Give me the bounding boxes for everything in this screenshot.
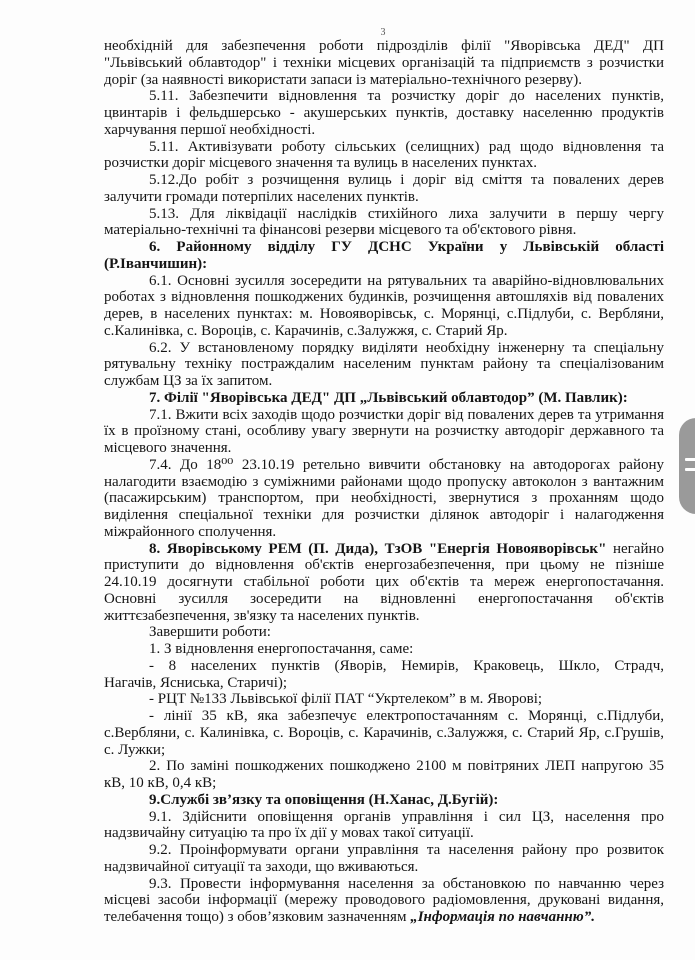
text-line <box>104 340 664 357</box>
text: - 8 населених пунктів (Яворів, Немирів, Краковець, Шкло, Страдч, <box>149 657 664 674</box>
text-line <box>104 390 664 407</box>
text: цвинтарів і фельдшерсько - акушерських пунктів, доставку населенню продуктів <box>104 105 664 121</box>
text-line <box>104 892 664 909</box>
text: 24.10.19 досягнути стабільної роботи цих об'єктів та мереж енергопостачання. <box>104 574 664 590</box>
paragraph <box>104 641 664 658</box>
text-line <box>104 557 664 574</box>
text: рятувальну техніку постраждалим населеним пунктам району та спеціалізованим <box>104 356 664 373</box>
text-line <box>104 859 664 876</box>
text: 6.1. Основні зусилля зосередити на рятувальних та аварійно-відновлювальних <box>149 272 664 289</box>
text: 9.1. Здійснити оповіщення органів управління і сил ЦЗ, населення про <box>149 808 664 825</box>
text: матеріально-технічні та фінансові резерви місцевого та об'єктового рівня. <box>104 222 577 239</box>
text: 5.12.До робіт з розчищення вулиць і доріг від сміття та повалених дерев <box>149 172 664 188</box>
paragraph <box>104 792 664 809</box>
text: негайно <box>606 540 664 557</box>
text: надзвичайну ситуацію та про їх дії у мовах такої ситуації. <box>104 825 474 842</box>
text: харчування першої необхідності. <box>104 121 316 138</box>
text: службам ЦЗ за їх запитом. <box>104 373 273 389</box>
text-line <box>104 323 664 340</box>
text: місцеві засоби інформації (мережу проводового радіомовлення, друковані видання, <box>104 892 664 909</box>
text-line <box>104 256 664 273</box>
text-line <box>104 658 664 675</box>
text-line <box>104 72 664 89</box>
text-line <box>104 809 664 826</box>
text: - лінії 35 кВ, яка забезпечує електропостачанням с. Морянці, с.Підлуби, <box>149 708 664 724</box>
text-line <box>104 155 664 172</box>
bold-text: 8. Яворівському РЕМ (П. Дида), ТзОВ "Енергія Новояворівськ" <box>149 540 607 557</box>
text-line <box>104 239 664 256</box>
text: с.Калинівка, с. Вороців, с. Карачинів, с.Залужжя, с. Старий Яр. <box>104 322 508 339</box>
bold-text: 9.Службі зв’язку та оповіщення (Н.Ханас, Д.Бугій): <box>149 791 499 808</box>
scroll-handle[interactable] <box>679 418 695 514</box>
text: кВ, 10 кВ, 0,4 кВ; <box>104 775 217 791</box>
text: "Львівський облавтодор" і техніки місцевих організацій та підприємств з розчистки <box>104 54 664 71</box>
paragraph <box>104 691 664 708</box>
text-line <box>104 423 664 440</box>
text-line <box>104 273 664 290</box>
text: 7.4. До 18⁰⁰ 23.10.19 ретельно вивчити обстановку на автодорогах району <box>149 456 664 473</box>
text-line <box>104 524 664 541</box>
text-line <box>104 909 664 926</box>
text-line <box>104 222 664 239</box>
text: 1. З відновлення енергопостачання, саме: <box>149 641 414 657</box>
text: с.Вербляни, с. Калинівка, с. Вороців, с. Карачинів, с.Залужжя, с. Старий Яр, с.Грушів, <box>104 724 664 741</box>
text-line <box>104 189 664 206</box>
page-number: 3 <box>380 27 386 38</box>
text: виділення спеціальної техніки для розчистки ділянок автодоріг і налагодження <box>104 507 664 523</box>
paragraph <box>104 407 664 457</box>
text-line <box>104 440 664 457</box>
paragraph <box>104 340 664 390</box>
text-line <box>104 356 664 373</box>
document-body <box>104 38 664 926</box>
paragraph <box>104 842 664 876</box>
drag-lines-icon <box>685 468 695 471</box>
text-line <box>104 825 664 842</box>
text: 5.13. Для ліквідації наслідків стихійного лиха залучити в першу чергу <box>149 205 664 222</box>
text-line <box>104 775 664 792</box>
text-line <box>104 122 664 139</box>
text-line <box>104 507 664 524</box>
text-line <box>104 407 664 424</box>
text: Завершити роботи: <box>149 624 271 641</box>
paragraph <box>104 809 664 843</box>
text: роботах з відновлення пошкоджених будинків, розчищення автошляхів від повалених <box>104 289 664 306</box>
paragraph <box>104 139 664 173</box>
text: дерев, в населених пунктах: м. Новояворівськ, с. Морянці, с.Підлуби, с. Вербляни, <box>104 306 664 322</box>
text: життєзабезпечення, зв'язку та населених пунктів. <box>104 607 420 624</box>
text: необхідній для забезпечення роботи підрозділів філії "Яворівська ДЕД" ДП <box>104 38 664 54</box>
paragraph <box>104 457 664 541</box>
text-line <box>104 624 664 641</box>
text-line <box>104 172 664 189</box>
paragraph <box>104 38 664 88</box>
text-line <box>104 88 664 105</box>
text: надзвичайної ситуації та заходи, що вживаються. <box>104 858 419 875</box>
text-line <box>104 742 664 759</box>
paragraph <box>104 206 664 240</box>
text: 9.2. Проінформувати органи управління та населення району про розвиток <box>149 842 664 858</box>
text-line <box>104 38 664 55</box>
text: (пасажирським) транспортом, при необхідності, звернутися з проханням щодо <box>104 490 664 507</box>
text-line <box>104 474 664 491</box>
paragraph <box>104 658 664 692</box>
text-line <box>104 591 664 608</box>
text: приступити до відновлення об'єктів енергозабезпечення, при цьому не пізніше <box>104 557 664 574</box>
text-line <box>104 105 664 122</box>
text-line <box>104 541 664 558</box>
text-line <box>104 490 664 507</box>
text: с. Лужки; <box>104 741 166 758</box>
text: 6.2. У встановленому порядку виділяти необхідну інженерну та спеціальну <box>149 339 664 356</box>
paragraph <box>104 624 664 641</box>
bold-text: 7. Філії "Яворівська ДЕД" ДП „Львівський облавтодор” (М. Павлик): <box>149 389 628 406</box>
text: Нагачів, Ясниська, Старичі); <box>104 674 288 691</box>
text-line <box>104 842 664 859</box>
bold-text: „Інформація по навчанню”. <box>410 909 595 925</box>
text: налагодити взаємодію з суміжними районами щодо пропуску автоколон з вантажним <box>104 473 664 490</box>
text-line <box>104 139 664 156</box>
text-line <box>104 675 664 692</box>
text-line <box>104 725 664 742</box>
paragraph <box>104 273 664 340</box>
bold-text: (Р.Іванчишин): <box>104 255 208 272</box>
text: - РЦТ №133 Львівської філії ПАТ “Укртелеком” в м. Яворові; <box>149 691 543 708</box>
text-line <box>104 792 664 809</box>
text: телебачення тощо) з обов’язковим зазначенням <box>104 909 411 925</box>
text-line <box>104 758 664 775</box>
paragraph <box>104 172 664 206</box>
paragraph <box>104 239 664 273</box>
paragraph <box>104 876 664 926</box>
paragraph <box>104 390 664 407</box>
drag-lines-icon <box>685 458 695 461</box>
text: доріг (за наявності використати запаси із матеріально-технічного резерву). <box>104 71 582 88</box>
paragraph <box>104 541 664 625</box>
text-line <box>104 206 664 223</box>
text: їх в проїзному стані, особливу увагу звернути на розчистку автодоріг державного та <box>104 423 664 440</box>
text: міжрайонного сполучення. <box>104 523 277 540</box>
text-line <box>104 641 664 658</box>
text: 5.11. Активізувати роботу сільських (селищних) рад щодо відновлення та <box>149 138 664 155</box>
text-line <box>104 457 664 474</box>
text: залучити громади потерпілих населених пунктів. <box>104 188 419 205</box>
text-line <box>104 55 664 72</box>
text: Основні зусилля зосередити на відновленні енергопостачання об'єктів <box>104 590 664 607</box>
text-line <box>104 708 664 725</box>
text-line <box>104 691 664 708</box>
text-line <box>104 373 664 390</box>
text-line <box>104 608 664 625</box>
text-line <box>104 574 664 591</box>
text: 5.11. Забезпечити відновлення та розчистку доріг до населених пунктів, <box>149 88 664 105</box>
text: місцевого значення. <box>104 440 232 456</box>
paragraph <box>104 758 664 792</box>
text: розчистки доріг місцевого значення та вулиць в населених пунктах. <box>104 155 538 172</box>
bold-text: 6. Районному відділу ГУ ДСНС України у Львівській області <box>149 239 664 255</box>
text-line <box>104 306 664 323</box>
paragraph <box>104 88 664 138</box>
text-line <box>104 876 664 893</box>
text: 9.3. Провести інформування населення за обстановкою по навчанню через <box>149 875 664 892</box>
paragraph <box>104 708 664 758</box>
text-line <box>104 289 664 306</box>
text: 7.1. Вжити всіх заходів щодо розчистки доріг від повалених дерев та утримання <box>149 406 664 423</box>
text: 2. По заміні пошкоджених пошкоджено 2100 м повітряних ЛЕП напругою 35 <box>149 758 664 775</box>
